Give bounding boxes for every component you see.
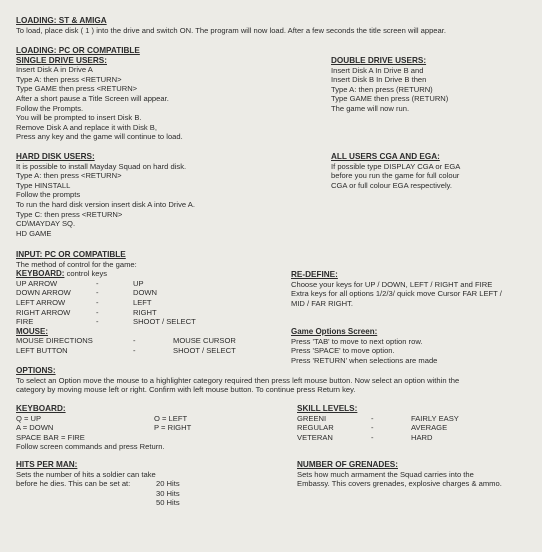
hits-line: before he dies. This can be set at: (16, 479, 131, 489)
skill-desc: FAIRLY EASY (411, 413, 459, 423)
cga-ega-section (331, 152, 460, 190)
keyboard-alt-key: O = LEFT (154, 413, 188, 423)
skill-level: GREENI (297, 413, 327, 423)
hits-heading: HITS PER MAN: (16, 460, 78, 469)
double-drive-heading: DOUBLE DRIVE USERS: (331, 56, 427, 65)
single-drive-line: Insert Disk A in Drive A (16, 65, 93, 75)
single-drive-line: Follow the Prompts. (16, 103, 84, 113)
redefine-line: Choose your keys for UP / DOWN, LEFT / RIGHT and FIRE (291, 279, 493, 289)
mouse-row (16, 336, 296, 346)
key-dash: - (96, 278, 99, 288)
input-mouse-heading: MOUSE: (16, 326, 48, 336)
skill-row (297, 414, 527, 424)
hard-disk-line: CD\MAYDAY SQ. (16, 219, 76, 229)
hard-disk-line: To run the hard disk version insert disk A into Drive A. (16, 199, 195, 209)
hard-disk-line: It is possible to install Mayday Squad on hard disk. (16, 161, 187, 171)
game-options-section (291, 327, 437, 365)
mouse-name: LEFT BUTTON (16, 345, 68, 355)
input-heading: INPUT: PC OR COMPATIBLE (16, 250, 126, 259)
hard-disk-line: Type C: then press <RETURN> (16, 209, 123, 219)
skill-desc: AVERAGE (411, 423, 448, 433)
key-name: RIGHT ARROW (16, 307, 71, 317)
single-drive-line: Type GAME then press <RETURN> (16, 84, 138, 94)
options-line: To select an Option move the mouse to a highlighter category required then press left mouse button. Now select an option within the (16, 375, 460, 385)
key-dash: - (96, 297, 99, 307)
hits-value: 30 Hits (156, 488, 180, 498)
mouse-dash: - (133, 336, 136, 346)
keyboard-alt-row (16, 423, 276, 433)
key-action: SHOOT / SELECT (133, 317, 196, 327)
mouse-action: MOUSE CURSOR (173, 336, 236, 346)
redefine-line: MID / FAR RIGHT. (291, 298, 354, 308)
hits-value: 50 Hits (156, 498, 180, 508)
single-drive-line: Type A: then press <RETURN> (16, 74, 122, 84)
key-name: DOWN ARROW (16, 288, 71, 298)
key-action: UP (133, 278, 144, 288)
key-row (16, 317, 296, 327)
keyboard-alt-key: Q = UP (16, 413, 42, 423)
redefine-heading: RE-DEFINE: (291, 270, 338, 279)
skill-row (297, 433, 527, 443)
skill-row (297, 423, 527, 433)
hits-row (16, 479, 276, 489)
key-dash: - (96, 307, 99, 317)
key-name: LEFT ARROW (16, 297, 66, 307)
skill-dash: - (371, 423, 374, 433)
cga-ega-line: If possible type DISPLAY CGA or EGA (331, 161, 461, 171)
key-name: UP ARROW (16, 278, 58, 288)
hard-disk-line: Type HINSTALL (16, 180, 71, 190)
mouse-dash: - (133, 345, 136, 355)
loading-pc-section (16, 46, 183, 142)
double-drive-line: Type A: then press (RETURN) (331, 84, 433, 94)
input-keyboard-heading: KEYBOARD: (16, 269, 65, 279)
hard-disk-line: Type A: then press <RETURN> (16, 171, 122, 181)
double-drive-line: Insert Disk A In Drive B and (331, 65, 424, 75)
single-drive-line: You will be prompted to insert Disk B. (16, 113, 142, 123)
hard-disk-section (16, 152, 195, 238)
skill-heading: SKILL LEVELS: (297, 404, 358, 413)
single-drive-line: Remove Disk A and replace it with Disk B, (16, 122, 157, 132)
keyboard-alt-row (16, 414, 276, 424)
key-dash: - (96, 317, 99, 327)
key-row (16, 298, 296, 308)
key-action: RIGHT (133, 307, 157, 317)
double-drive-line: Type GAME then press (RETURN) (331, 94, 449, 104)
options-section (16, 366, 459, 395)
double-drive-line: Insert Disk B In Drive B then (331, 75, 427, 85)
grenades-line: Embassy. This covers grenades, explosive charges & ammo. (297, 479, 502, 489)
keyboard-alt-heading: KEYBOARD: (16, 404, 66, 413)
game-options-line: Press 'SPACE' to move option. (291, 346, 395, 356)
hits-section (16, 460, 276, 508)
mouse-row (16, 346, 296, 356)
skill-section (297, 404, 527, 442)
single-drive-heading: SINGLE DRIVE USERS: (16, 55, 107, 65)
cga-ega-line: before you run the game for full colour (331, 171, 460, 181)
grenades-line: Sets how much armament the Squad carries into the (297, 469, 474, 479)
key-row (16, 279, 296, 289)
single-drive-line: After a short pause a Title Screen will appear. (16, 93, 169, 103)
skill-level: REGULAR (297, 423, 334, 433)
options-line: category by moving mouse left or right. Confirm with left mouse button. To continue press Return key. (16, 385, 356, 395)
key-name: FIRE (16, 317, 34, 327)
keyboard-alt-key: P = RIGHT (154, 423, 192, 433)
skill-desc: HARD (411, 432, 433, 442)
key-action: LEFT (133, 297, 152, 307)
loading-st-heading: LOADING: ST & AMIGA (16, 16, 107, 25)
keyboard-alt-section (16, 404, 276, 452)
hard-disk-heading: HARD DISK USERS: (16, 152, 95, 161)
cga-ega-heading: ALL USERS CGA AND EGA: (331, 152, 440, 161)
hits-line: Sets the number of hits a soldier can take (16, 469, 156, 479)
key-row (16, 308, 296, 318)
skill-dash: - (371, 432, 374, 442)
hits-row (16, 489, 276, 499)
skill-dash: - (371, 413, 374, 423)
redefine-line: Extra keys for all options 1/2/3/ quick move Cursor FAR LEFT / (291, 289, 502, 299)
keyboard-alt-follow: Follow screen commands and press Return. (16, 442, 165, 452)
options-heading: OPTIONS: (16, 366, 56, 375)
loading-st-section (16, 16, 446, 35)
key-row (16, 288, 296, 298)
single-drive-line: Press any key and the game will continue to load. (16, 132, 183, 142)
hard-disk-line: HD GAME (16, 228, 52, 238)
hits-value: 20 Hits (156, 479, 180, 489)
game-options-line: Press 'TAB' to move to next option row. (291, 336, 423, 346)
mouse-name: MOUSE DIRECTIONS (16, 336, 93, 346)
input-keyboard-sub: control keys (64, 269, 108, 279)
redefine-section (291, 270, 502, 308)
grenades-heading: NUMBER OF GRENADES: (297, 460, 398, 469)
double-drive-section (331, 56, 448, 114)
skill-level: VETERAN (297, 432, 333, 442)
loading-pc-heading: LOADING: PC OR COMPATIBLE (16, 46, 140, 55)
input-intro: The method of control for the game: (16, 259, 137, 269)
grenades-section (297, 460, 502, 489)
hard-disk-line: Follow the prompts (16, 190, 81, 200)
game-options-heading: Game Options Screen: (291, 327, 378, 336)
double-drive-line: The game will now run. (331, 103, 410, 113)
cga-ega-line: CGA or full colour EGA respectively. (331, 180, 452, 190)
keyboard-alt-key: A = DOWN (16, 423, 54, 433)
keyboard-alt-space: SPACE BAR = FIRE (16, 432, 85, 442)
input-section (16, 250, 296, 356)
loading-st-text: To load, place disk ( 1 ) into the drive and switch ON. The program will now load. After a few seconds the title screen will appear. (16, 25, 446, 35)
key-action: DOWN (133, 288, 158, 298)
game-options-line: Press 'RETURN' when selections are made (291, 355, 438, 365)
hits-row (16, 498, 276, 508)
mouse-action: SHOOT / SELECT (173, 345, 236, 355)
key-dash: - (96, 288, 99, 298)
